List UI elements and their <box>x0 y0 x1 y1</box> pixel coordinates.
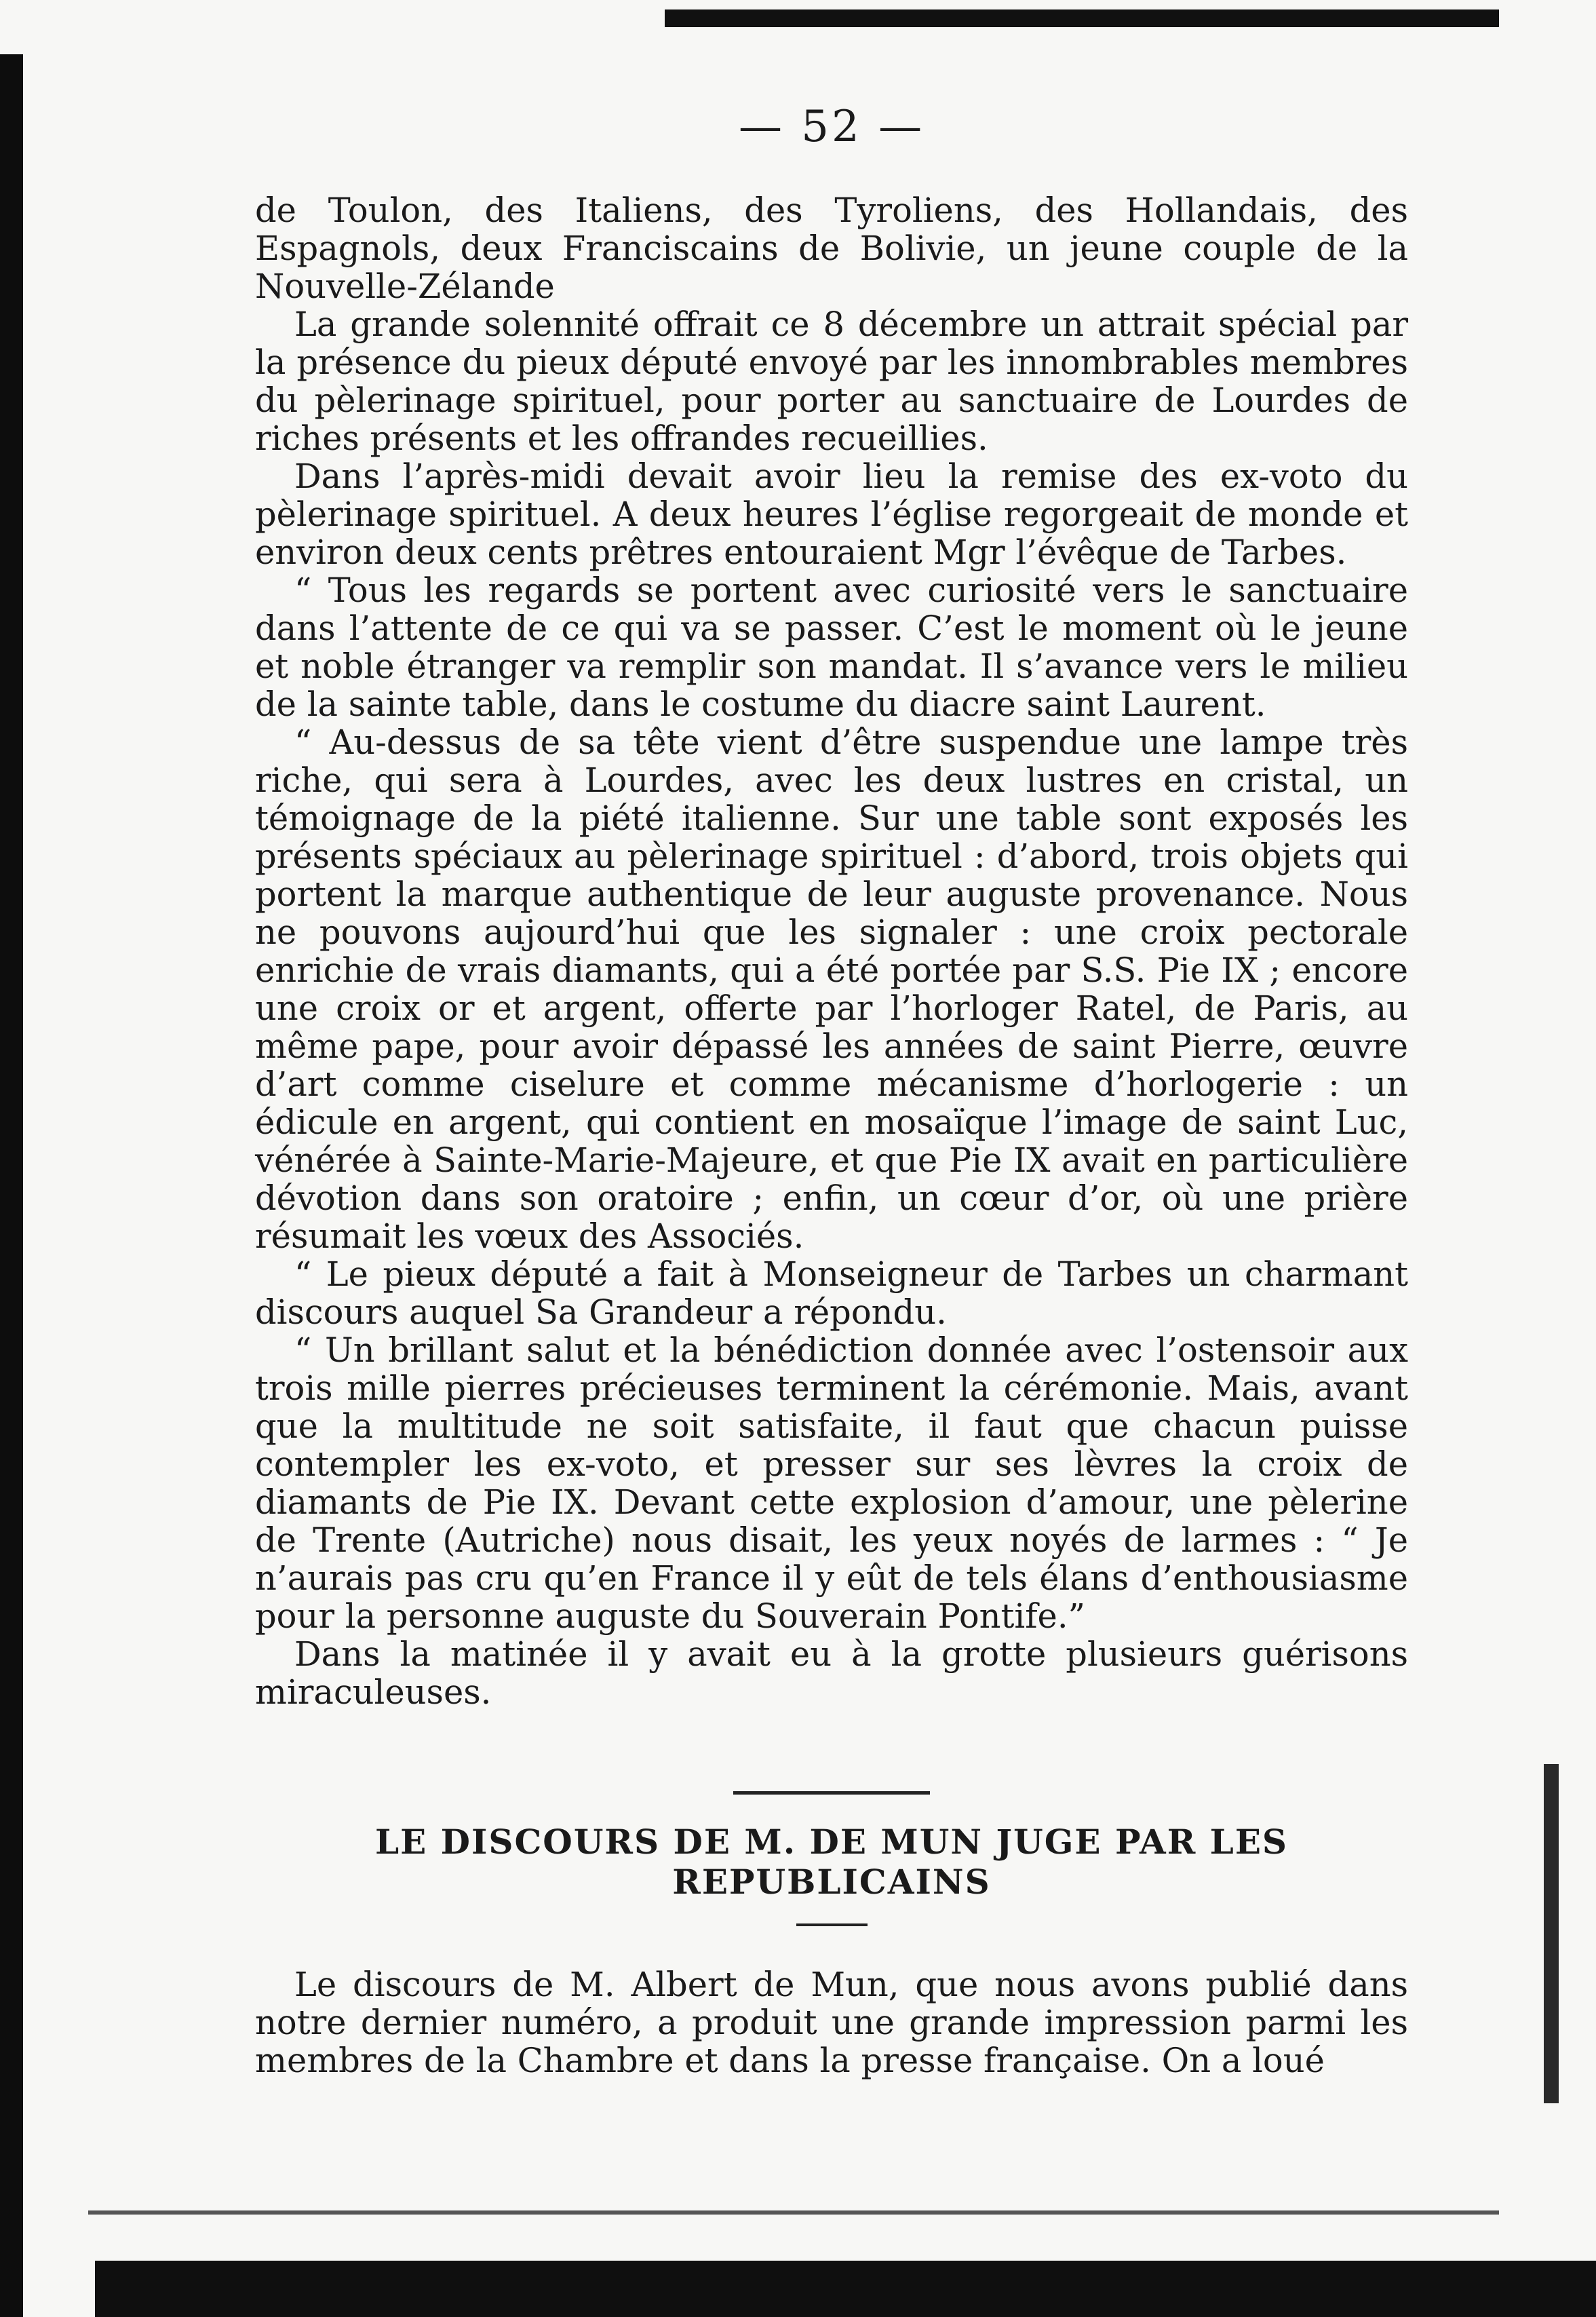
paragraph: La grande solennité offrait ce 8 décembre un attrait spécial par la présence du pieux député envoyé par les innombrables membres du pèlerinage spirituel, pour porter au sanctuaire de Lourdes de riches présents et les offrandes recueillies. <box>255 305 1408 458</box>
scan-bottom-line <box>88 2210 1499 2215</box>
scan-right-mark <box>1544 1764 1559 2103</box>
scan-bottom-bar <box>95 2261 1596 2317</box>
title-underline <box>796 1923 868 1926</box>
page-number: — 52 — <box>738 102 925 152</box>
scan-top-bar <box>665 9 1499 27</box>
paragraph: “ Un brillant salut et la bénédiction donnée avec l’ostensoir aux trois mille pierres précieuses terminent la cérémonie. Mais, avant que la multitude ne soit satisfaite, il faut que chacun puisse contempler les ex-voto, et presser sur ses lèvres la croix de diamants de Pie IX. Devant cette explosion d’amour, une pèlerine de Trente (Autriche) nous disait, les yeux noyés de larmes : “ Je n’aurais pas cru qu’en France il y eût de tels élans d’enthousiasme pour la personne auguste du Souverain Pontife.” <box>255 1330 1408 1636</box>
paragraph: Dans la matinée il y avait eu à la grotte plusieurs guérisons miraculeuses. <box>255 1634 1408 1712</box>
section-divider <box>733 1791 930 1795</box>
article-body <box>255 191 1408 1711</box>
paragraph: “ Au-dessus de sa tête vient d’être suspendue une lampe très riche, qui sera à Lourdes, avec les deux lustres en cristal, un témoignage de la piété italienne. Sur une table sont exposés les présents spéciaux au pèlerinage spirituel : d’abord, trois objets qui portent la marque authentique de leur auguste provenance. Nous ne pouvons aujourd’hui que les signaler : une croix pectorale enrichie de vrais diamants, qui a été portée par S.S. Pie IX ; encore une croix or et argent, offerte par l’horloger Ratel, de Paris, au même pape, pour avoir dépassé les années de saint Pierre, œuvre d’art comme ciselure et comme mécanisme d’horlogerie : un édicule en argent, qui contient en mosaïque l’image de saint Luc, vénérée à Sainte-Marie-Majeure, et que Pie IX avait en particulière dévotion dans son oratoire ; enfin, un cœur d’or, où une prière résumait les vœux des Associés. <box>255 723 1408 1256</box>
section-title: LE DISCOURS DE M. DE MUN JUGE PAR LES REPUBLICAINS <box>374 1822 1289 1902</box>
paragraph: Dans l’après-midi devait avoir lieu la remise des ex-voto du pèlerinage spirituel. A deux heures l’église regorgeait de monde et environ deux cents prêtres entouraient Mgr l’évêque de Tarbes. <box>255 457 1408 572</box>
page <box>255 102 1408 2080</box>
paragraph: de Toulon, des Italiens, des Tyroliens, des Hollandais, des Espagnols, deux Franciscains de Bolivie, un jeune couple de la Nouvelle-Zélande <box>255 191 1408 306</box>
paragraph: Le discours de M. Albert de Mun, que nous avons publié dans notre dernier numéro, a produit une grande impression parmi les membres de la Chambre et dans la presse française. On a loué <box>255 1965 1408 2080</box>
scan-left-edge <box>0 54 23 2317</box>
paragraph: “ Tous les regards se portent avec curiosité vers le sanctuaire dans l’attente de ce qui va se passer. C’est le moment où le jeune et noble étranger va remplir son mandat. Il s’avance vers le milieu de la sainte table, dans le costume du diacre saint Laurent. <box>255 571 1408 724</box>
section-body <box>255 1966 1408 2080</box>
paragraph: “ Le pieux député a fait à Monseigneur de Tarbes un charmant discours auquel Sa Grandeur a répondu. <box>255 1255 1408 1332</box>
